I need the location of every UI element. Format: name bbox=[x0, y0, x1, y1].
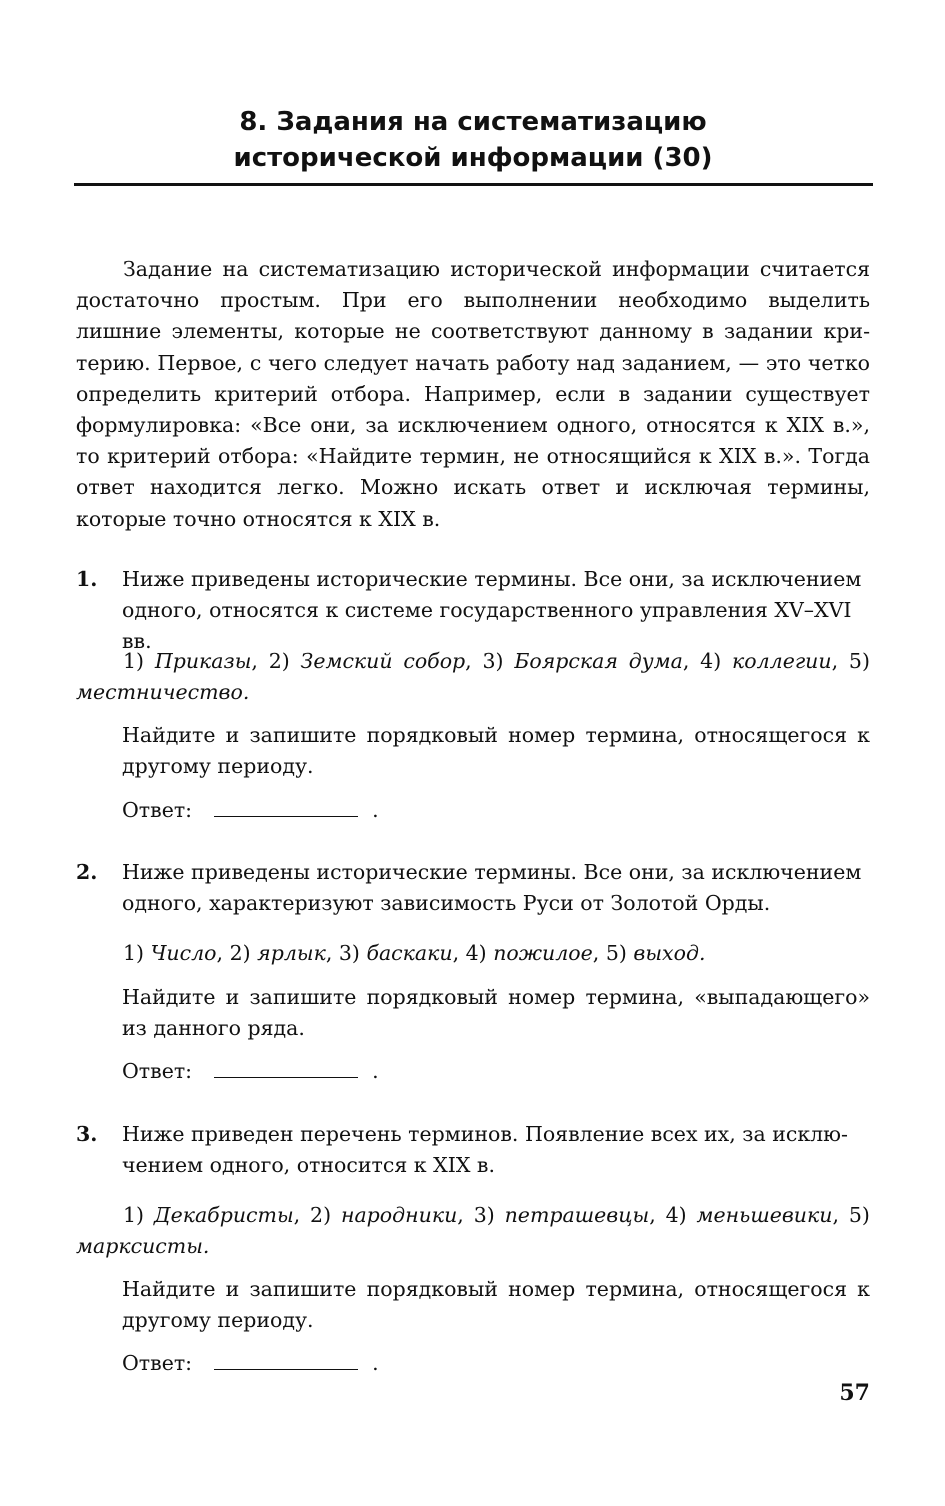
answer-blank[interactable] bbox=[214, 1349, 358, 1370]
term: коллегии bbox=[732, 649, 832, 673]
answer-label: Ответ: bbox=[122, 798, 193, 822]
answer-label: Ответ: bbox=[122, 1351, 193, 1375]
term-number: 1) bbox=[123, 1203, 145, 1227]
term: меньшевики bbox=[696, 1203, 833, 1227]
term: баскаки bbox=[366, 941, 453, 965]
term: Приказы bbox=[154, 649, 252, 673]
term-number: 2) bbox=[268, 649, 290, 673]
term: Боярская дума bbox=[514, 649, 683, 673]
heading-rule bbox=[74, 183, 873, 186]
term-number: 3) bbox=[473, 1203, 495, 1227]
term: ярлык bbox=[257, 941, 326, 965]
task-3-instruction: Найдите и запишите порядковый номер термина, относящегося к другому периоду. bbox=[122, 1277, 870, 1332]
term-number: 5) bbox=[605, 941, 627, 965]
term-number: 3) bbox=[482, 649, 504, 673]
intro-paragraph: Задание на систематизацию исторической информации считается достаточно простым. При его выполнении необходимо выделить лишние элементы, которые не соответствуют данному в задании критерию. Первое, с чего следует начать работу над заданием, — это четко определить критерий отбора. Например, если в задании существует формулировка: «Все они, за исключением одного, относятся к XIX в.», то критерий отбора: «Найдите термин, не относящийся к XIX в.». Тогда ответ находится легко. Можно искать ответ и исключая термины, которые точно относятся к XIX в. bbox=[76, 257, 870, 531]
task-1-terms: 1) Приказы, 2) Земский собор, 3) Боярская дума, 4) коллегии, 5) местничество. bbox=[76, 649, 870, 704]
task-1-number: 1. bbox=[76, 567, 98, 591]
term-number: 4) bbox=[465, 941, 487, 965]
term: пожилое bbox=[493, 941, 593, 965]
term: народники bbox=[340, 1203, 458, 1227]
answer-blank[interactable] bbox=[214, 796, 358, 817]
term: петрашевцы bbox=[504, 1203, 650, 1227]
task-3-number: 3. bbox=[76, 1122, 98, 1146]
task-2-terms: 1) Число, 2) ярлык, 3) баскаки, 4) пожилое, 5) выход. bbox=[123, 941, 706, 965]
term: местничество bbox=[76, 680, 243, 704]
term-number: 5) bbox=[848, 649, 870, 673]
task-1-prompt: Ниже приведены исторические термины. Все они, за исключением одного, относятся к системе государственного управления XV–XVI вв. bbox=[122, 567, 862, 653]
term-number: 2) bbox=[310, 1203, 332, 1227]
task-1-answer: Ответ: . bbox=[122, 798, 379, 822]
term-number: 4) bbox=[700, 649, 722, 673]
term-number: 4) bbox=[665, 1203, 687, 1227]
term-number: 3) bbox=[338, 941, 360, 965]
answer-blank[interactable] bbox=[214, 1057, 358, 1078]
task-1-instruction: Найдите и запишите порядковый номер термина, относящегося к другому периоду. bbox=[122, 723, 870, 778]
term: марксисты bbox=[76, 1234, 203, 1258]
answer-label: Ответ: bbox=[122, 1059, 193, 1083]
term: Число bbox=[150, 941, 217, 965]
task-2-instruction: Найдите и запишите порядковый номер термина, «выпадающего» из данного ряда. bbox=[122, 985, 870, 1040]
task-3-terms: 1) Декабристы, 2) народники, 3) петрашевцы, 4) меньшевики, 5) марксисты. bbox=[76, 1203, 870, 1258]
term-number: 2) bbox=[229, 941, 251, 965]
task-3-answer: Ответ: . bbox=[122, 1351, 379, 1375]
term: выход bbox=[633, 941, 699, 965]
term: Земский собор bbox=[300, 649, 466, 673]
task-2-number: 2. bbox=[76, 860, 98, 884]
term-number: 1) bbox=[123, 649, 145, 673]
section-heading-line-2: исторической информации (30) bbox=[233, 143, 713, 173]
task-2-prompt: Ниже приведены исторические термины. Все они, за исключением одного, характеризуют зависимость Руси от Золотой Орды. bbox=[122, 860, 862, 915]
term: Декабристы bbox=[153, 1203, 294, 1227]
section-heading-line-1: 8. Задания на систематизацию bbox=[239, 107, 707, 137]
task-3-prompt: Ниже приведен перечень терминов. Появление всех их, за исключением одного, относится к XIX в. bbox=[122, 1122, 848, 1177]
task-2-answer: Ответ: . bbox=[122, 1059, 379, 1083]
section-heading bbox=[150, 104, 796, 176]
page-number: 57 bbox=[839, 1380, 870, 1406]
term-number: 1) bbox=[123, 941, 145, 965]
term-number: 5) bbox=[848, 1203, 870, 1227]
